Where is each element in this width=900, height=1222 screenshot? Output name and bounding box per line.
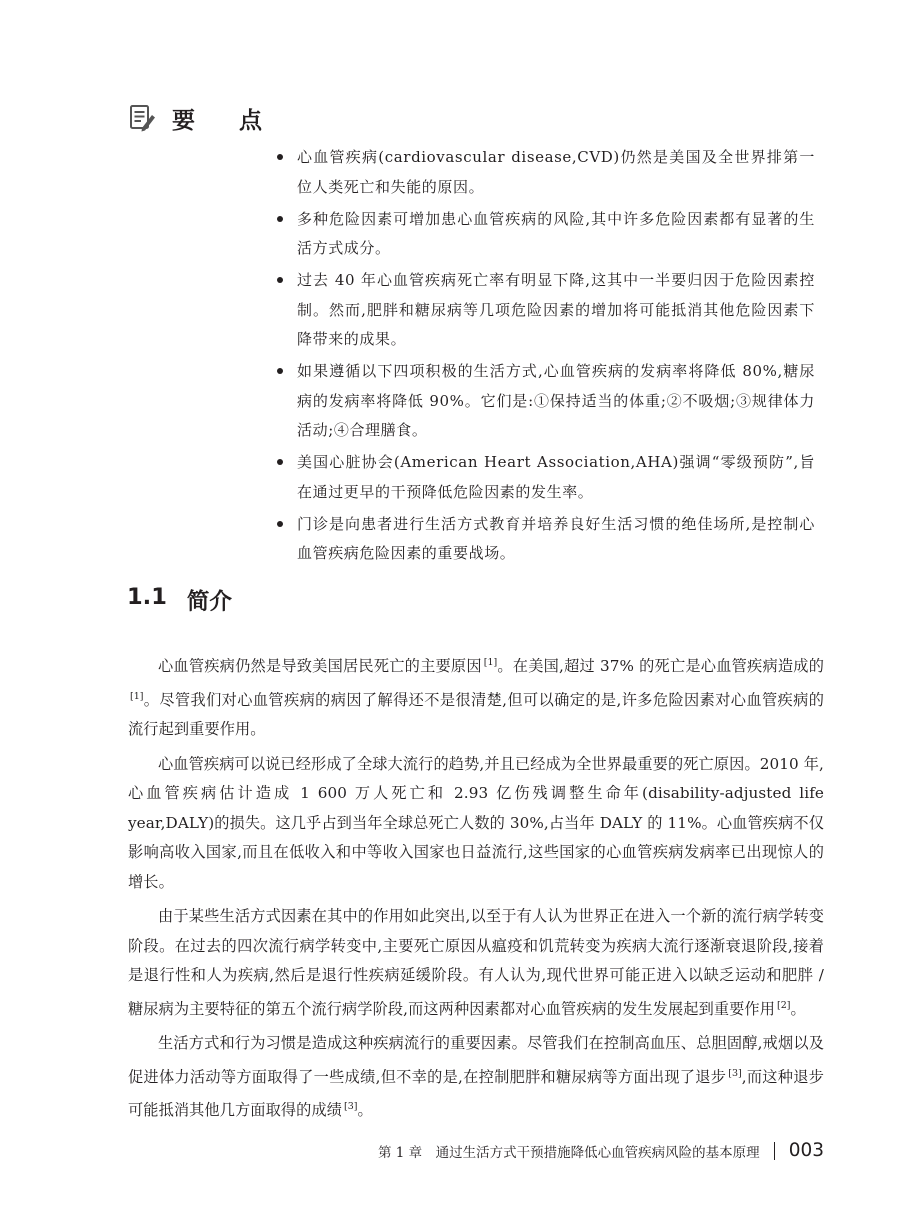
paragraph-text: 心血管疾病可以说已经形成了全球大流行的趋势,并且已经成为全世界最重要的死亡原因。2010 年,心血管疾病估计造成 1 600 万人死亡和 2.93 亿伤残调整生命年(disability-adjusted life year,DALY)的损失。这几乎占到当年全球总死亡人数的 30%,占当年 DALY 的 11%。心血管疾病不仅影响高收入国家,而且在低收入和中等收入国家也日益流行,这些国家的心血管疾病发病率已出现惊人的增长。 (128, 754, 824, 891)
paragraph-text: 。 (790, 999, 806, 1018)
key-point-item (275, 266, 815, 355)
key-point-item (275, 357, 815, 446)
section-number: 1.1 (127, 584, 167, 610)
paragraph (128, 902, 824, 1024)
key-points-list (275, 143, 815, 571)
body-text (128, 648, 824, 1131)
key-point-text: 心血管疾病(cardiovascular disease,CVD)仍然是美国及全世界排第一位人类死亡和失能的原因。 (297, 148, 815, 196)
citation-ref: [3] (728, 1067, 742, 1079)
key-points-header (128, 102, 280, 134)
key-point-text: 过去 40 年心血管疾病死亡率有明显下降,这其中一半要归因于危险因素控制。然而,肥胖和糖尿病等几项危险因素的增加将可能抵消其他危险因素下降带来的成果。 (297, 271, 815, 348)
paragraph (128, 648, 824, 745)
section-heading (127, 584, 232, 616)
paragraph-text: 。尽管我们对心血管疾病的病因了解得还不是很清楚,但可以确定的是,许多危险因素对心血管疾病的流行起到重要作用。 (128, 690, 824, 738)
paragraph (128, 750, 824, 898)
citation-ref: [1] (483, 657, 498, 668)
paragraph-text: ,而这种退步可能抵消其他几方面取得的成绩 (128, 1067, 824, 1119)
chapter-title: 第 1 章 通过生活方式干预措施降低心血管疾病风险的基本原理 (378, 1144, 760, 1161)
page-number: 003 (788, 1140, 824, 1161)
paragraph-text: 生活方式和行为习惯是造成这种疾病流行的重要因素。尽管我们在控制高血压、总胆固醇,戒烟以及促进体力活动等方面取得了一些成绩,但不幸的是,在控制肥胖和糖尿病等方面出现了退步 (128, 1034, 824, 1086)
bullet-icon (277, 277, 283, 283)
section-title: 简介 (186, 589, 232, 615)
key-point-item (275, 448, 815, 507)
bullet-icon (277, 521, 283, 527)
paragraph-text: 心血管疾病仍然是导致美国居民死亡的主要原因 (158, 657, 482, 675)
key-point-text: 美国心脏协会(American Heart Association,AHA)强调“零级预防”,旨在通过更早的干预降低危险因素的发生率。 (297, 453, 815, 501)
footer-divider (774, 1142, 775, 1160)
bullet-icon (277, 368, 283, 374)
paragraph-text: 。 (357, 1101, 373, 1119)
key-point-item (275, 510, 815, 569)
notepad-pencil-icon (128, 103, 156, 133)
citation-ref: [3] (344, 1101, 358, 1112)
paragraph-text: 。在美国,超过 37% 的死亡是心血管疾病造成的 (497, 657, 824, 675)
key-point-item (275, 205, 815, 264)
bullet-icon (277, 154, 283, 160)
key-points-title: 要 点 (172, 107, 281, 134)
citation-ref: [2] (777, 999, 791, 1011)
citation-ref: [1] (130, 690, 144, 702)
paragraph (128, 1029, 824, 1126)
key-point-text: 门诊是向患者进行生活方式教育并培养良好生活习惯的绝佳场所,是控制心血管疾病危险因素的重要战场。 (297, 514, 815, 562)
bullet-icon (277, 216, 283, 222)
paragraph-text: 由于某些生活方式因素在其中的作用如此突出,以至于有人认为世界正在进入一个新的流行病学转变阶段。在过去的四次流行病学转变中,主要死亡原因从瘟疫和饥荒转变为疾病大流行逐渐衰退阶段,接着是退行性和人为疾病,然后是退行性疾病延缓阶段。有人认为,现代世界可能正进入以缺乏运动和肥胖 / 糖尿病为主要特征的第五个流行病学阶段,而这两种因素都对心血管疾病的发生发展起到重要作用 (128, 907, 824, 1018)
key-point-text: 如果遵循以下四项积极的生活方式,心血管疾病的发病率将降低 80%,糖尿病的发病率将降低 90%。它们是:①保持适当的体重;②不吸烟;③规律体力活动;④合理膳食。 (297, 362, 815, 439)
key-point-item (275, 143, 815, 202)
page-footer (378, 1140, 824, 1161)
key-point-text: 多种危险因素可增加患心血管疾病的风险,其中许多危险因素都有显著的生活方式成分。 (297, 209, 815, 257)
bullet-icon (277, 459, 283, 465)
